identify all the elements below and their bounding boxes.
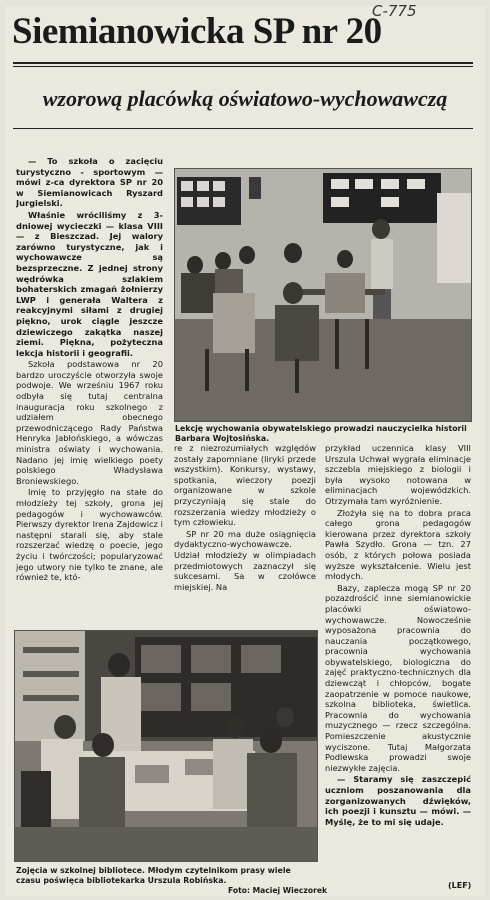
paragraph: Szkoła podstawowa nr 20 bardzo uroczyście otworzyła swoje podwoje. We wrześniu 1967 roku odbyła się tutaj centralna inauguracja roku szkolnego z udziałem obecnego przewodniczącego Rady Państwa Henryka Jabłońskiego, a wówczas ministra oświaty i wychowania. Nadano jej imię wielkiego poety polskiego Władysława Broniewskiego. <box>16 359 163 486</box>
photo2-caption: Zojęcia w szkolnej bibliotece. Młodym czytelnikom prasy wiele czasu poświęca bibliotekarka Urszula Robińska. <box>16 866 291 885</box>
headline-rule-thin <box>13 66 473 67</box>
subheadline-rule <box>13 128 473 129</box>
handwritten-note: C-775 <box>372 2 417 20</box>
photo1-caption: Lekcję wychowania obywatelskiego prowadzi nauczycielka historii Barbara Wojtosińska. <box>175 424 467 443</box>
classroom-photo-image <box>175 169 471 421</box>
paragraph: przykład uczennica klasy VIII Urszula Uchwał wygrała eliminacje szczebla miejskiego z biologii i była wysoko notowana w eliminacjach wojewódzkich. Otrzymała tam wyróżnienie. <box>325 443 471 506</box>
author-signature: (LEF) <box>448 881 472 890</box>
subheadline: wzorową placówką oświatowo-wychowawczą <box>42 86 448 111</box>
paragraph: re z niezrozumiałych względów zostały zapomniane (liryki przede wszystkim). Konkursy, wystawy, spotkania, wieczory poezji organizowane w szkole przyczyniają się stale do rozszerzania wiedzy młodzieży o tym człowieku. <box>174 443 316 528</box>
paragraph: — To szkoła o zacięciu turystyczno - sportowym — mówi z-ca dyrektora SP nr 20 w Siemianowicach Ryszard Jurgielski. <box>16 156 163 209</box>
paragraph: SP nr 20 ma duże osiągnięcia dydaktyczno-wychowawcze. Udział młodzieży w olimpiadach przedmiotowych zaznaczył się sukcesami. Sa w czołówce miejskiej. Na <box>174 528 316 592</box>
headline-rule <box>13 62 473 64</box>
article-column-3 <box>325 443 471 875</box>
paragraph: Imię to przyjęgło na stałe do młodzieży tej szkoły, grona jej pedagogów i wychowawców. Pierwszy dyrektor Irena Zajdowicz i następni starali się, aby stale rozszerzać wiedzę o poecie, jego życiu i twórczości; popularyzować jego utwory nie tylko te znane, ale również te, któ- <box>16 487 163 583</box>
paragraph: Właśnie wróciliśmy z 3-dniowej wycieczki — klasa VIII — z Bieszczad. Jej walory zarówno turystyczne, jak i wychowawcze są bezsprzeczne. Z jednej strony wędrówka szlakiem bohaterskich zmagań żołnierzy LWP i generała Waltera z reakcyjnymi siłami z drugiej piękno, urok ciągle jeszcze dziewiczego zakątka naszej ziemi. Piękna, pożyteczna lekcja historii i geografii. <box>16 209 163 358</box>
paragraph: Złożyła się na to dobra praca całego grona pedagogów kierowana przez dyrektora szkoły Pawła Szydło. Grona — tzn. 27 osób, z których połowa posiada wyższe wykształcenie. Wielu jest młodych. <box>325 507 471 582</box>
library-photo-image <box>15 631 317 861</box>
photo-credit: Foto: Maciej Wieczorek <box>228 886 328 895</box>
article-column-1 <box>16 156 163 588</box>
paragraph: — Staramy się zaszczepić uczniom poszanowania dla zorganizowanych dźwięków, ich poezji i kunsztu — mówi. — Myślę, że to mi się udaje. <box>325 774 471 827</box>
photo-civics-lesson <box>174 168 472 422</box>
article-column-2 <box>174 443 316 621</box>
photo-school-library <box>14 630 318 862</box>
headline: Siemianowicka SP nr 20 <box>12 11 382 52</box>
paragraph: Bazy, zaplecza mogą SP nr 20 pozazdrościć inne siemianowickie placówki oświatowo-wychowawcze. Nowocześnie wyposażona pracownia do nauczania początkowego, pracownia wychowania obywatelskiego, biologiczna do zajęć praktyczno-technicznych dla dziewcząt i chłopców, bogate zaopatrzenie w pomoce naukowe, szkolna biblioteka, świetlica. Pracownia do wychowania muzycznego — rzecz szczególna. Pomieszczenie akustycznie wyciszone. Tutaj Małgorzata Podlewska prowadzi swoje niezwykłe zajęcia. <box>325 582 471 773</box>
